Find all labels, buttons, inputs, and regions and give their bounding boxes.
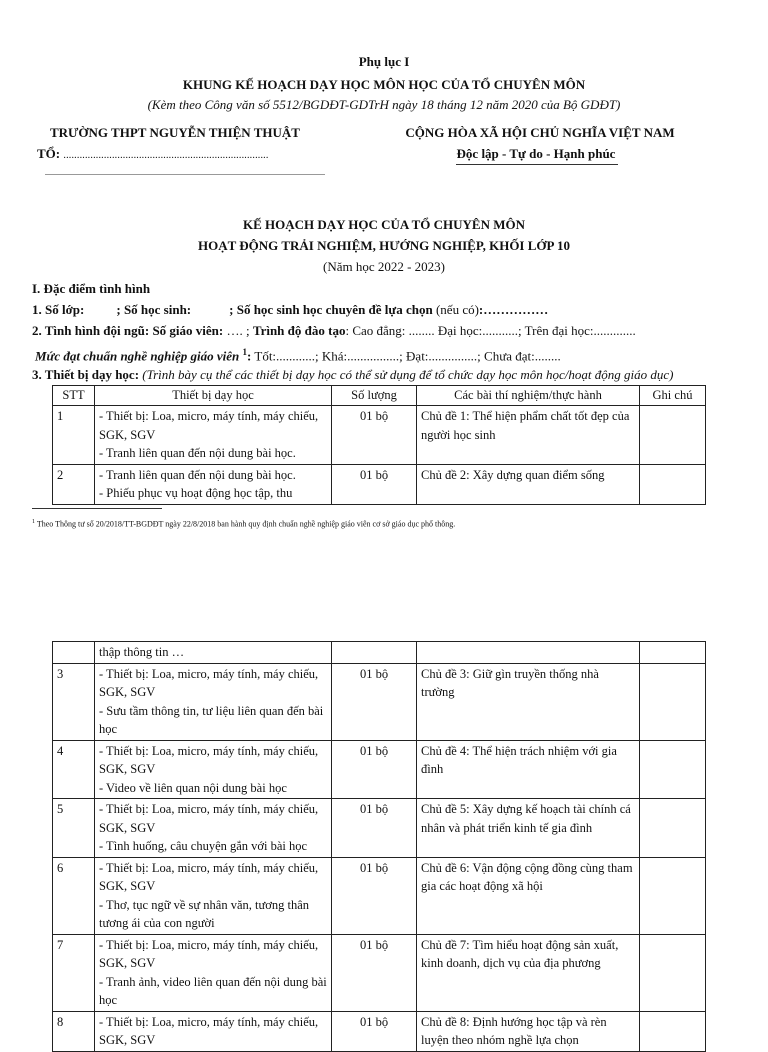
- header-equipment: Thiết bị dạy học: [95, 386, 332, 406]
- teacher-count-value: …. ;: [223, 323, 253, 338]
- plan-subtitle: HOẠT ĐỘNG TRẢI NGHIỆM, HƯỚNG NGHIỆP, KHỐI LỚP 10: [198, 238, 570, 253]
- equipment-line: - Sưu tầm thông tin, tư liệu liên quan đến bài học: [99, 703, 324, 736]
- equipment-line: - Tranh liên quan đến nội dung bài học.: [99, 467, 296, 482]
- header-notes: Ghi chú: [640, 386, 706, 406]
- header-divider-left: [45, 174, 325, 175]
- row-lesson: Chủ đề 5: Xây dựng kế hoạch tài chính cá nhân và phát triển kinh tế gia đình: [417, 799, 640, 858]
- header-stt: STT: [53, 386, 95, 406]
- document-subtitle: (Kèm theo Công văn số 5512/BGDĐT-GDTrH ngày 18 tháng 12 năm 2020 của Bộ GDĐT): [147, 97, 621, 112]
- equipment-line: - Tranh liên quan đến nội dung bài học.: [99, 446, 296, 460]
- table-row: [53, 464, 706, 504]
- row-note: [640, 464, 706, 504]
- row-note: [640, 663, 706, 740]
- row-lesson: Chủ đề 4: Thể hiện trách nhiệm với gia đình: [417, 740, 640, 799]
- row-stt: 1: [53, 406, 95, 465]
- equipment-line: [32, 366, 673, 383]
- equipment-line: - Thiết bị: Loa, micro, máy tính, máy chiếu, SGK, SGV: [99, 802, 319, 835]
- table-row: [53, 406, 706, 465]
- row-equipment: [95, 663, 332, 740]
- equipment-line: - Tình huống, câu chuyện gắn với bài học: [99, 839, 308, 853]
- table-row: [53, 1011, 706, 1051]
- table-header-row: [53, 386, 706, 406]
- qualification-values: : Cao đẳng: ........ Đại học:...........; Trên đại học:.............: [345, 323, 636, 338]
- header-lessons: Các bài thí nghiệm/thực hành: [417, 386, 640, 406]
- row-quantity: 01 bộ: [332, 663, 417, 740]
- row-equipment: [95, 857, 332, 934]
- table-row: [53, 857, 706, 934]
- equipment-line: - Thiết bị: Loa, micro, máy tính, máy chiếu, SGK, SGV: [99, 666, 319, 699]
- row-equipment: [95, 799, 332, 858]
- row-stt: 4: [53, 740, 95, 799]
- row-stt: 3: [53, 663, 95, 740]
- equipment-line: - Thiết bị: Loa, micro, máy tính, máy chiếu, SGK, SGV: [99, 1014, 319, 1047]
- row-quantity: 01 bộ: [332, 799, 417, 858]
- equipment-table-page1: [52, 385, 706, 505]
- footnote-number: 1: [32, 519, 35, 525]
- department-label: TỔ:: [37, 146, 61, 161]
- department-dots: ............................................................................: [63, 150, 269, 161]
- row-note: [640, 1011, 706, 1051]
- row-lesson: Chủ đề 6: Vận động cộng đồng cùng tham gia các hoạt động xã hội: [417, 857, 640, 934]
- department-line: [37, 145, 269, 164]
- qualification-label: Trình độ đào tạo: [252, 323, 346, 338]
- equipment-line: - Tranh ảnh, video liên quan đến nội dung bài học: [99, 974, 327, 1007]
- row-stt: [53, 642, 95, 664]
- equipment-line: - Thiết bị: Loa, micro, máy tính, máy chiếu, SGK, SGV: [99, 743, 319, 776]
- footnote-ref: 1: [242, 347, 248, 357]
- row-note: [640, 642, 706, 664]
- equipment-line: thập thông tin …: [99, 645, 185, 659]
- standard-line: [35, 344, 561, 364]
- row-note: [640, 406, 706, 465]
- table-row: [53, 642, 706, 664]
- row-quantity: 01 bộ: [332, 406, 417, 465]
- equipment-label: 3. Thiết bị dạy học:: [32, 367, 143, 382]
- row-equipment: [95, 464, 332, 504]
- row-equipment: [95, 934, 332, 1011]
- section-heading: I. Đặc điểm tình hình: [32, 281, 151, 296]
- footnote-text: Theo Thông tư số 20/2018/TT-BGDĐT ngày 22/8/2018 ban hành quy định chuẩn nghề nghiệp giáo viên cơ sở giáo dục phổ thông.: [35, 519, 456, 529]
- row-note: [640, 857, 706, 934]
- teacher-count-label: 2. Tình hình đội ngũ: Số giáo viên:: [32, 323, 224, 338]
- table-row: [53, 934, 706, 1011]
- row-equipment: [95, 406, 332, 465]
- row-lesson: Chủ đề 2: Xây dựng quan điểm sống: [417, 464, 640, 504]
- row-stt: 2: [53, 464, 95, 504]
- row-quantity: 01 bộ: [332, 464, 417, 504]
- row-stt: 5: [53, 799, 95, 858]
- equipment-line: - Thiết bị: Loa, micro, máy tính, máy chiếu, SGK, SGV: [99, 937, 319, 970]
- row-stt: 8: [53, 1011, 95, 1051]
- equipment-line: - Video về liên quan nội dung bài học: [99, 780, 287, 795]
- elective-note: (nếu có): [432, 302, 479, 317]
- classes-line: [32, 301, 548, 318]
- equipment-table-page2: [52, 641, 706, 1052]
- table-row: [53, 799, 706, 858]
- row-stt: 6: [53, 857, 95, 934]
- country-name: CỘNG HÒA XÃ HỘI CHỦ NGHĨA VIỆT NAM: [405, 125, 675, 140]
- equipment-line: - Phiếu phục vụ hoạt động học tập, thu: [99, 486, 293, 500]
- equipment-line: - Thơ, tục ngữ về sự nhân văn, tương thân tương ái của con người: [99, 897, 310, 930]
- elective-student-label: ; Số học sinh học chuyên đề lựa chọn: [229, 302, 433, 317]
- standard-values: Tốt:............; Khá:................; Đạt:...............; Chưa đạt:........: [251, 348, 561, 364]
- row-lesson: Chủ đề 3: Giữ gìn truyền thống nhà trường: [417, 663, 640, 740]
- row-quantity: 01 bộ: [332, 1011, 417, 1051]
- class-count-label: 1. Số lớp:: [32, 302, 85, 317]
- row-equipment: [95, 740, 332, 799]
- motto-underline: [456, 164, 618, 165]
- standard-label: Mức đạt chuẩn nghề nghiệp giáo viên: [35, 348, 243, 364]
- row-stt: 7: [53, 934, 95, 1011]
- row-lesson: [417, 642, 640, 664]
- row-note: [640, 934, 706, 1011]
- header-quantity: Số lượng: [332, 386, 417, 406]
- row-lesson: Chủ đề 8: Định hướng học tập và rèn luyện theo nhóm nghề lựa chọn: [417, 1011, 640, 1051]
- elective-dots: :……………: [478, 302, 549, 317]
- row-quantity: [332, 642, 417, 664]
- school-name: TRƯỜNG THPT NGUYỄN THIỆN THUẬT: [50, 125, 300, 140]
- table-row: [53, 740, 706, 799]
- footnote: [32, 517, 455, 530]
- row-lesson: Chủ đề 7: Tìm hiểu hoạt động sản xuất, kinh doanh, dịch vụ của địa phương: [417, 934, 640, 1011]
- row-note: [640, 740, 706, 799]
- row-quantity: 01 bộ: [332, 934, 417, 1011]
- school-year: (Năm học 2022 - 2023): [322, 259, 446, 274]
- standard-colon: :: [247, 348, 252, 364]
- national-motto: Độc lập - Tự do - Hạnh phúc: [456, 146, 616, 161]
- equipment-line: - Thiết bị: Loa, micro, máy tính, máy chiếu, SGK, SGV: [99, 409, 319, 442]
- row-note: [640, 799, 706, 858]
- plan-title: KẾ HOẠCH DẠY HỌC CỦA TỔ CHUYÊN MÔN: [242, 217, 526, 232]
- row-lesson: Chủ đề 1: Thể hiện phẩm chất tốt đẹp của người học sinh: [417, 406, 640, 465]
- row-quantity: 01 bộ: [332, 857, 417, 934]
- student-count-label: ; Số học sinh:: [116, 302, 192, 317]
- table-row: [53, 663, 706, 740]
- row-equipment: [95, 642, 332, 664]
- appendix-label: Phụ lục I: [358, 54, 410, 69]
- staff-line: [32, 322, 636, 339]
- equipment-note: (Trình bày cụ thể các thiết bị dạy học có thể sử dụng để tổ chức dạy học môn học/hoạt động giáo dục): [142, 367, 674, 382]
- row-equipment: [95, 1011, 332, 1051]
- equipment-line: - Thiết bị: Loa, micro, máy tính, máy chiếu, SGK, SGV: [99, 860, 319, 893]
- document-title: KHUNG KẾ HOẠCH DẠY HỌC MÔN HỌC CỦA TỔ CHUYÊN MÔN: [182, 77, 586, 92]
- footnote-separator: [32, 508, 162, 509]
- row-quantity: 01 bộ: [332, 740, 417, 799]
